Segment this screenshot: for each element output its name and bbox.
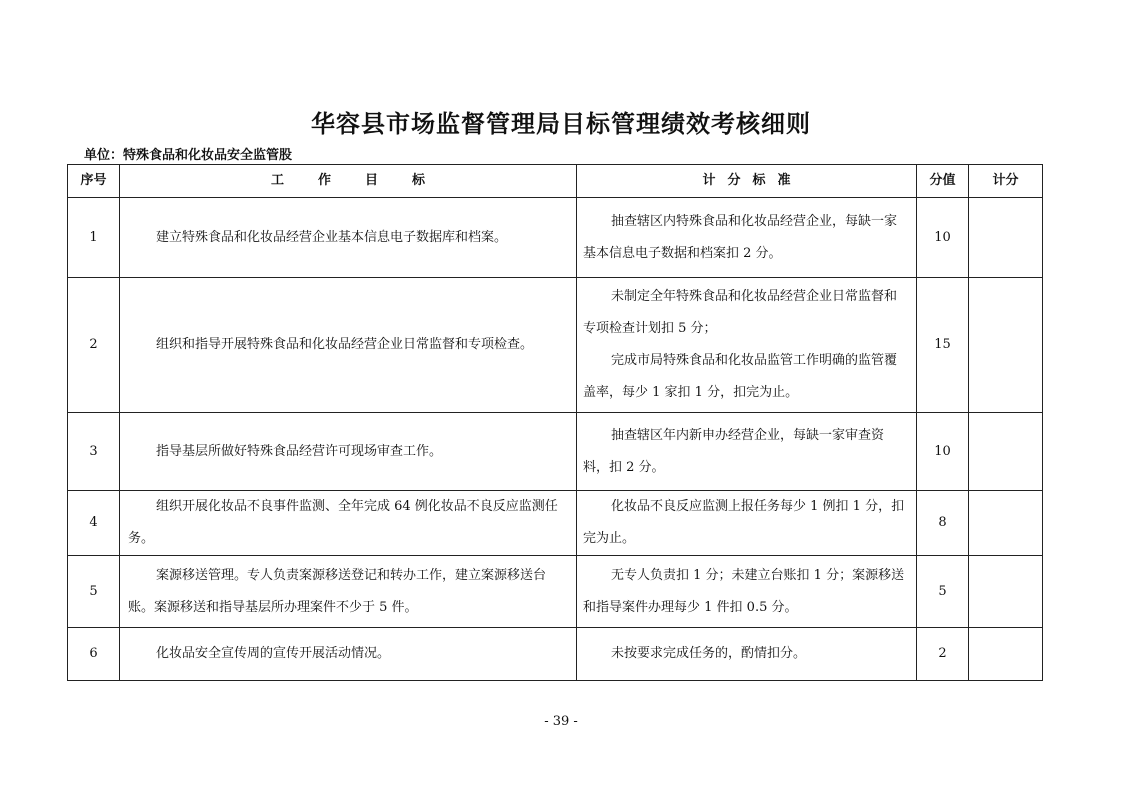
row-score[interactable]: [969, 556, 1043, 628]
standard-line: 未制定全年特殊食品和化妆品经营企业日常监督和专项检查计划扣 5 分；: [583, 289, 898, 336]
table-row: [68, 413, 1043, 491]
row-target: 指导基层所做好特殊食品经营许可现场审查工作。: [120, 413, 577, 491]
row-standard: [577, 198, 917, 278]
row-standard: [577, 413, 917, 491]
row-target: 化妆品安全宣传周的宣传开展活动情况。: [120, 628, 577, 681]
row-target: 案源移送管理。专人负责案源移送登记和转办工作，建立案源移送台账。案源移送和指导基层所办理案件不少于 5 件。: [120, 556, 577, 628]
standard-line: 化妆品不良反应监测上报任务每少 1 例扣 1 分，扣完为止。: [583, 499, 905, 546]
table-row: [68, 628, 1043, 681]
row-score[interactable]: [969, 628, 1043, 681]
unit-label: 单位：特殊食品和化妆品安全监管股: [84, 148, 293, 163]
document-title: 华容县市场监督管理局目标管理绩效考核细则: [311, 110, 811, 138]
row-target: 组织和指导开展特殊食品和化妆品经营企业日常监督和专项检查。: [120, 278, 577, 413]
table-row: [68, 491, 1043, 556]
row-index: 5: [68, 556, 120, 628]
row-index: 4: [68, 491, 120, 556]
row-index: 2: [68, 278, 120, 413]
row-index: 3: [68, 413, 120, 491]
row-score[interactable]: [969, 491, 1043, 556]
table-row: [68, 198, 1043, 278]
header-score-value: 分值: [917, 165, 969, 198]
row-index: 6: [68, 628, 120, 681]
header-score: 计分: [969, 165, 1043, 198]
row-score[interactable]: [969, 198, 1043, 278]
header-scoring-standard: 计分标准: [577, 165, 917, 198]
row-value: 10: [917, 413, 969, 491]
header-index: 序号: [68, 165, 120, 198]
table-row: [68, 556, 1043, 628]
standard-line: 完成市局特殊食品和化妆品监管工作明确的监管覆盖率，每少 1 家扣 1 分，扣完为止。: [583, 353, 898, 400]
row-score[interactable]: [969, 278, 1043, 413]
standard-line: 未按要求完成任务的，酌情扣分。: [611, 646, 807, 661]
row-value: 8: [917, 491, 969, 556]
table-header-row: [68, 165, 1043, 198]
row-value: 15: [917, 278, 969, 413]
row-standard: [577, 278, 917, 413]
header-work-target: 工作目标: [120, 165, 577, 198]
row-value: 2: [917, 628, 969, 681]
standard-line: 抽查辖区年内新申办经营企业，每缺一家审查资料，扣 2 分。: [583, 427, 885, 475]
page-number: - 39 -: [544, 714, 578, 729]
row-value: 5: [917, 556, 969, 628]
table-row: [68, 278, 1043, 413]
standard-line: 抽查辖区内特殊食品和化妆品经营企业，每缺一家基本信息电子数据和档案扣 2 分。: [583, 213, 898, 261]
row-index: 1: [68, 198, 120, 278]
row-target: 建立特殊食品和化妆品经营企业基本信息电子数据库和档案。: [120, 198, 577, 278]
row-standard: [577, 628, 917, 681]
standard-line: 无专人负责扣 1 分；未建立台账扣 1 分；案源移送和指导案件办理每少 1 件扣 0.5 分。: [583, 567, 905, 615]
row-value: 10: [917, 198, 969, 278]
row-standard: [577, 556, 917, 628]
assessment-table: [67, 164, 1043, 681]
row-standard: [577, 491, 917, 556]
row-score[interactable]: [969, 413, 1043, 491]
row-target: 组织开展化妆品不良事件监测、全年完成 64 例化妆品不良反应监测任务。: [120, 491, 577, 556]
